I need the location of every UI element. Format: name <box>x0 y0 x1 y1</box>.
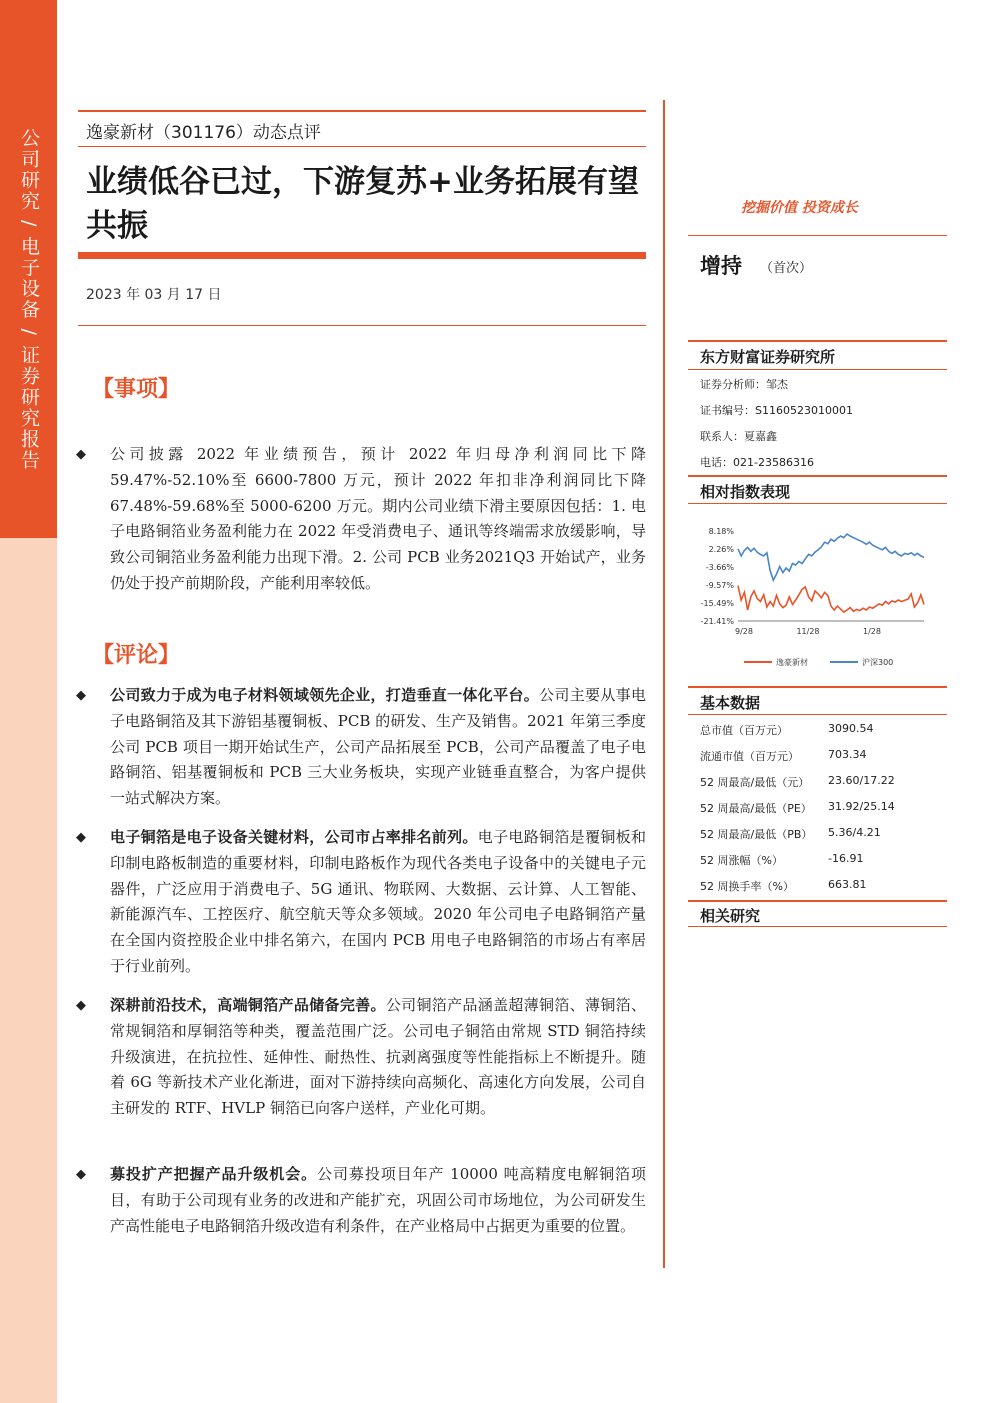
stat-value: 5.36/4.21 <box>828 826 881 839</box>
analyst: 证券分析师：邹杰 <box>700 378 788 391</box>
bullet-icon: ◆ <box>76 688 86 703</box>
comment-lead: 电子铜箔是电子设备关键材料，公司市占率排名前列。 <box>110 828 478 846</box>
list-item <box>76 683 646 812</box>
bullet-icon: ◆ <box>76 830 86 845</box>
sidebar-vertical-label: 公司研究 / 电子设备 / 证券研究报告 <box>18 128 40 471</box>
institute-rule <box>688 340 947 342</box>
index-heading: 相对指数表现 <box>700 483 791 501</box>
cert-number: 证书编号：S1160523010001 <box>700 404 853 417</box>
y-tick-label: 2.26% <box>708 545 734 554</box>
comment-body: 公司铜箔产品涵盖超薄铜箔、薄铜箔、常规铜箔和厚铜箔等种类，覆盖范围广泛。公司电子铜箔由常规 STD 铜箔持续升级演进，在抗拉性、延伸性、耐热性、抗剥离强度等性能指标上不断提升。随着 6G 等新技术产业化渐进，面对下游持续向高频化、高速化方向发展，公司自主研发的 RTF、HVLP 铜箔已向客户送样，产业化可期。 <box>110 996 646 1118</box>
x-tick-label: 9/28 <box>735 627 753 636</box>
column-divider <box>663 100 665 1268</box>
related-rule <box>688 900 947 902</box>
index-rule <box>688 475 947 477</box>
comment-body: 公司主要从事电子电路铜箔及其下游铝基覆铜板、PCB 的研发、生产及销售。2021 年第三季度公司 PCB 项目一期开始试生产，公司产品拓展至 PCB，公司产品覆盖了电子电路铜箔、铝基覆铜板和 PCB 三大业务板块，实现产业链垂直整合，为客户提供一站式解决方案。 <box>110 686 646 808</box>
y-tick-label: -9.57% <box>705 581 734 590</box>
y-tick-label: 8.18% <box>708 527 734 536</box>
related-under-rule <box>688 926 947 927</box>
bullet-icon: ◆ <box>76 998 86 1013</box>
slogan: 挖掘价值 投资成长 <box>741 200 858 216</box>
page-title: 业绩低谷已过，下游复苏+业务拓展有望共振 <box>86 164 639 244</box>
stat-label: 52 周最高/最低（元） <box>700 776 810 789</box>
rating: 增持 <box>700 254 742 278</box>
legend-label: 沪深300 <box>862 658 894 667</box>
list-item <box>76 825 646 980</box>
stat-label: 总市值（百万元） <box>700 724 788 737</box>
stat-label: 52 周最高/最低（PB） <box>700 828 813 841</box>
institute-name: 东方财富证券研究所 <box>700 348 836 366</box>
list-item <box>76 442 646 597</box>
related-heading: 相关研究 <box>700 907 761 925</box>
comment-lead: 深耕前沿技术，高端铜箔产品储备完善。 <box>110 996 386 1014</box>
report-date: 2023 年 03 月 17 日 <box>86 287 222 303</box>
list-item <box>76 1162 646 1239</box>
stat-label: 52 周最高/最低（PE） <box>700 802 812 815</box>
comments-heading: 【评论】 <box>92 642 181 668</box>
rating-note: （首次） <box>760 261 813 276</box>
y-tick-label: -21.41% <box>700 617 734 626</box>
stat-label: 流通市值（百万元） <box>700 750 799 763</box>
comment-text <box>110 825 646 980</box>
basic-heading: 基本数据 <box>700 694 761 712</box>
basic-rule <box>688 686 947 688</box>
comment-body: 电子电路铜箔是覆铜板和印制电路板制造的重要材料，印制电路板作为现代各类电子设备中的关键电子元器件，广泛应用于消费电子、5G 通讯、物联网、大数据、云计算、人工智能、新能源汽车、工控医疗、航空航天等众多领域。2020 年公司电子电路铜箔产量在全国内资控股企业中排名第六，在国内 PCB 用电子电路铜箔的市场占有率居于行业前列。 <box>110 828 646 975</box>
header-top-rule <box>78 110 646 112</box>
stat-value: 31.92/25.14 <box>828 800 895 813</box>
phone: 电话：021-23586316 <box>700 456 814 469</box>
bullet-icon: ◆ <box>76 1167 86 1182</box>
y-tick-label: -3.66% <box>705 563 734 572</box>
date-rule <box>78 325 646 326</box>
subtitle-rule <box>78 146 646 147</box>
stat-value: 663.81 <box>828 878 867 891</box>
basic-under-rule <box>688 714 947 715</box>
comment-text <box>110 683 646 812</box>
relative-index-chart <box>688 515 947 675</box>
x-tick-label: 1/28 <box>863 627 881 636</box>
contact: 联系人：夏嘉鑫 <box>700 430 777 443</box>
comment-lead: 募投扩产把握产品升级机会。 <box>110 1165 318 1183</box>
y-tick-label: -15.49% <box>700 599 734 608</box>
stat-value: 23.60/17.22 <box>828 774 895 787</box>
stat-value: 3090.54 <box>828 722 874 735</box>
comment-body: 公司募投项目年产 10000 吨高精度电解铜箔项目，有助于公司现有业务的改进和产能扩充，巩固公司市场地位，为公司研发生产高性能电子电路铜箔升级改造有利条件，在产业格局中占据更为重要的位置。 <box>110 1165 646 1235</box>
stat-label: 52 周换手率（%） <box>700 880 794 893</box>
comment-text <box>110 993 646 1122</box>
sidebar-band-light <box>0 538 57 1403</box>
stat-value: -16.91 <box>828 852 864 865</box>
legend-label: 逸豪新材 <box>776 658 808 667</box>
series-line <box>738 534 924 580</box>
bullet-icon: ◆ <box>76 447 86 462</box>
comment-lead: 公司致力于成为电子材料领域领先企业，打造垂直一体化平台。 <box>110 686 540 704</box>
stat-value: 703.34 <box>828 748 867 761</box>
rating-top-rule <box>688 235 947 236</box>
list-item <box>76 993 646 1122</box>
event-text: 公司披露 2022 年业绩预告，预计 2022 年归母净利润同比下降59.47%-52.10%至 6600-7800 万元，预计 2022 年扣非净利润同比下降67.48%-59.68%至 5000-6200 万元。期内公司业绩下滑主要原因包括：1. 电子电路铜箔业务盈利能力在 2022 年受消费电子、通讯等终端需求放缓影响，导致公司铜箔业务盈利能力出现下滑。2. 公司 PCB 业务2021Q3 开始试产，业务仍处于投产前期阶段，产能利用率较低。 <box>110 445 646 592</box>
events-heading: 【事项】 <box>92 376 181 402</box>
institute-under-rule <box>688 369 947 370</box>
comment-text <box>110 1162 646 1239</box>
stat-label: 52 周涨幅（%） <box>700 854 783 867</box>
series-line <box>738 586 924 612</box>
x-tick-label: 11/28 <box>796 627 820 636</box>
title-rule <box>78 252 646 259</box>
report-subtitle: 逸豪新材（301176）动态点评 <box>86 123 321 143</box>
index-under-rule <box>688 503 947 504</box>
